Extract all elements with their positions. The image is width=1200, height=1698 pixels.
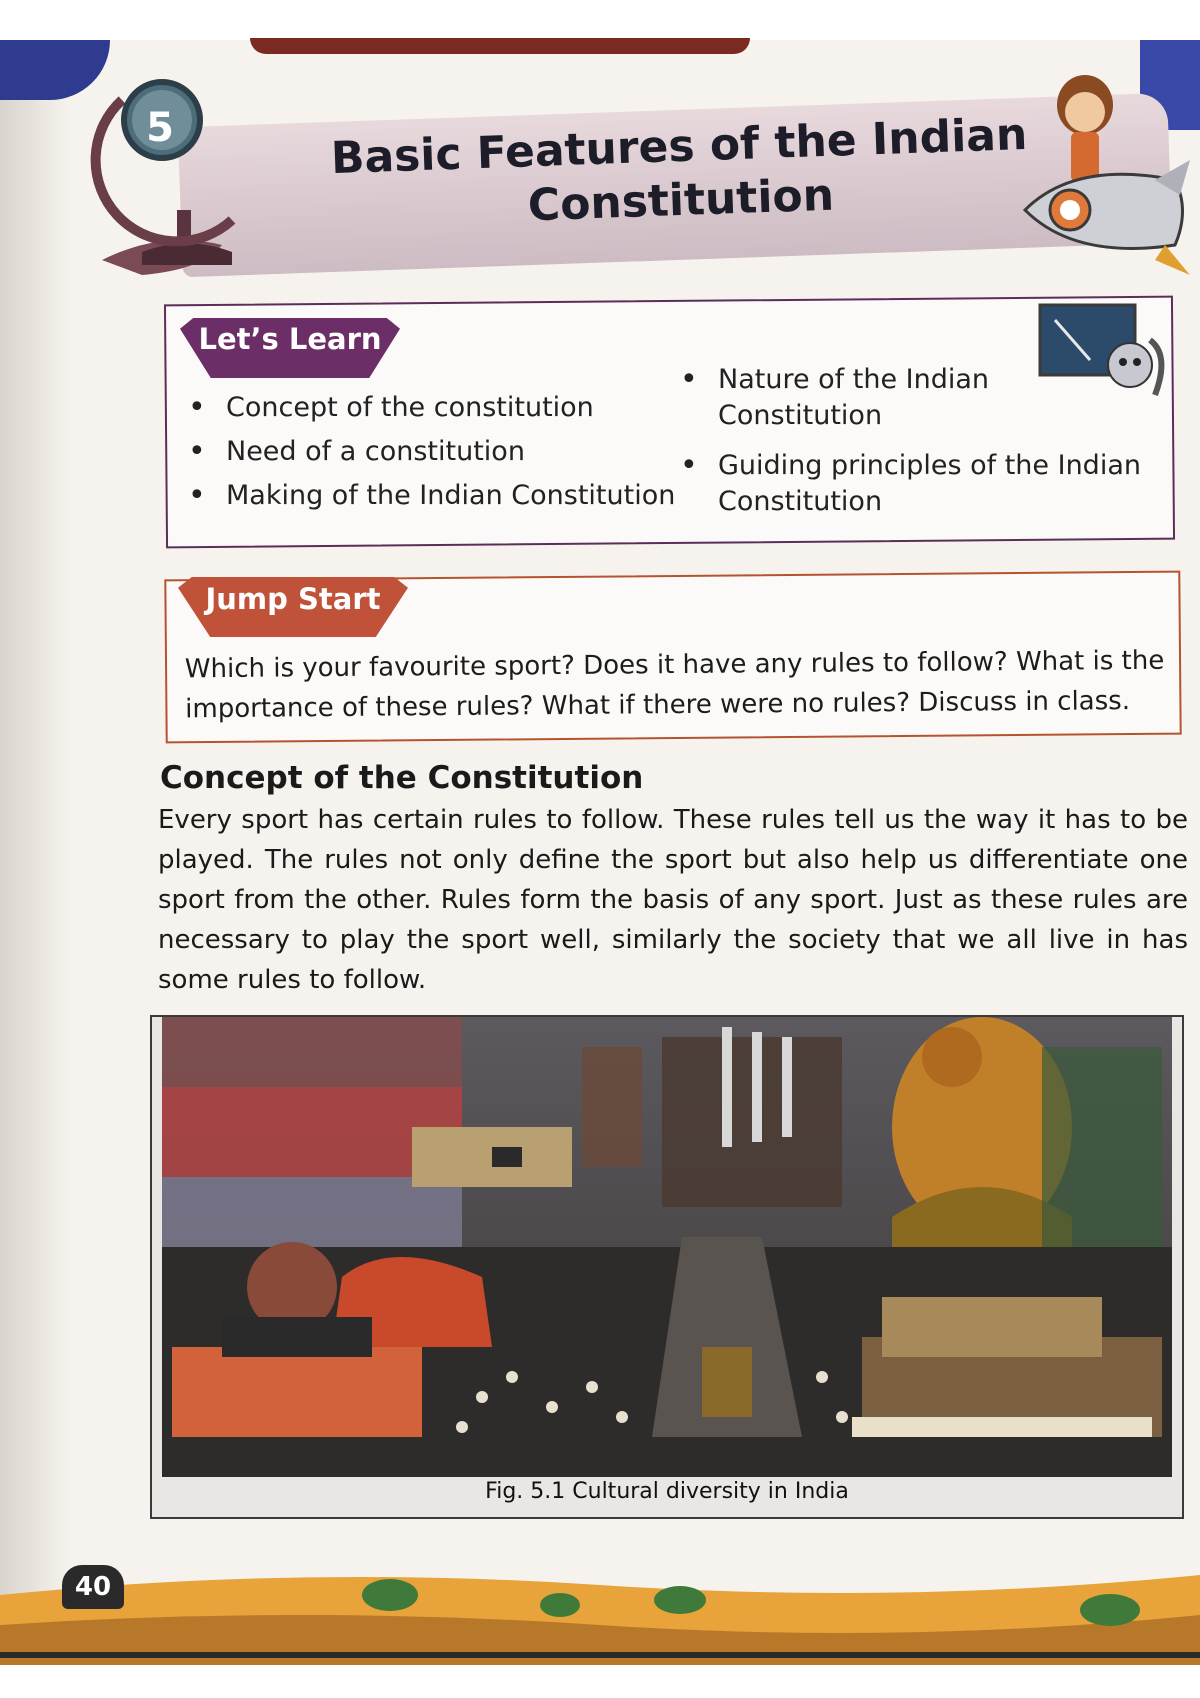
- ground-decoration: [0, 1555, 1200, 1665]
- list-item: • Need of a constitution: [188, 430, 678, 474]
- figure: [150, 1015, 1184, 1519]
- rocket-mascot: [1015, 60, 1200, 290]
- parade-photo: [162, 1017, 1172, 1477]
- list-item: • Guiding principles of the Indian Constitution: [680, 448, 1160, 520]
- lets-learn-list-left: [188, 386, 678, 518]
- lets-learn-label: Let’s Learn: [198, 322, 382, 356]
- chapter-number: 5: [146, 105, 174, 151]
- jump-start-label: Jump Start: [205, 582, 381, 616]
- list-item: • Making of the Indian Constitution: [188, 474, 678, 518]
- top-decoration: [250, 38, 750, 54]
- jump-start-text: Which is your favourite sport? Does it have any rules to follow? What is the importance of these rules? What if there were no rules? Discuss in class.: [184, 645, 1165, 725]
- list-item: • Concept of the constitution: [188, 386, 678, 430]
- section-heading: Concept of the Constitution: [160, 760, 644, 796]
- figure-caption: Fig. 5.1 Cultural diversity in India: [485, 1479, 849, 1504]
- globe-icon: [82, 70, 302, 280]
- page-number: 40: [74, 1572, 112, 1602]
- page-binding-shadow: [0, 40, 70, 1660]
- list-item: • Nature of the Indian Constitution: [680, 362, 1160, 434]
- chapter-title: Basic Features of the Indian Constitution: [330, 108, 1029, 232]
- section-paragraph: Every sport has certain rules to follow. These rules tell us the way it has to be played. The rules not only define the sport but also help us differentiate one sport from the other. Rules form the basis of any sport. Just as these rules are necessary to play the sport well, similarly the society that we all live in has some rules to follow.: [158, 805, 1188, 995]
- lets-learn-list-right: [680, 362, 1160, 534]
